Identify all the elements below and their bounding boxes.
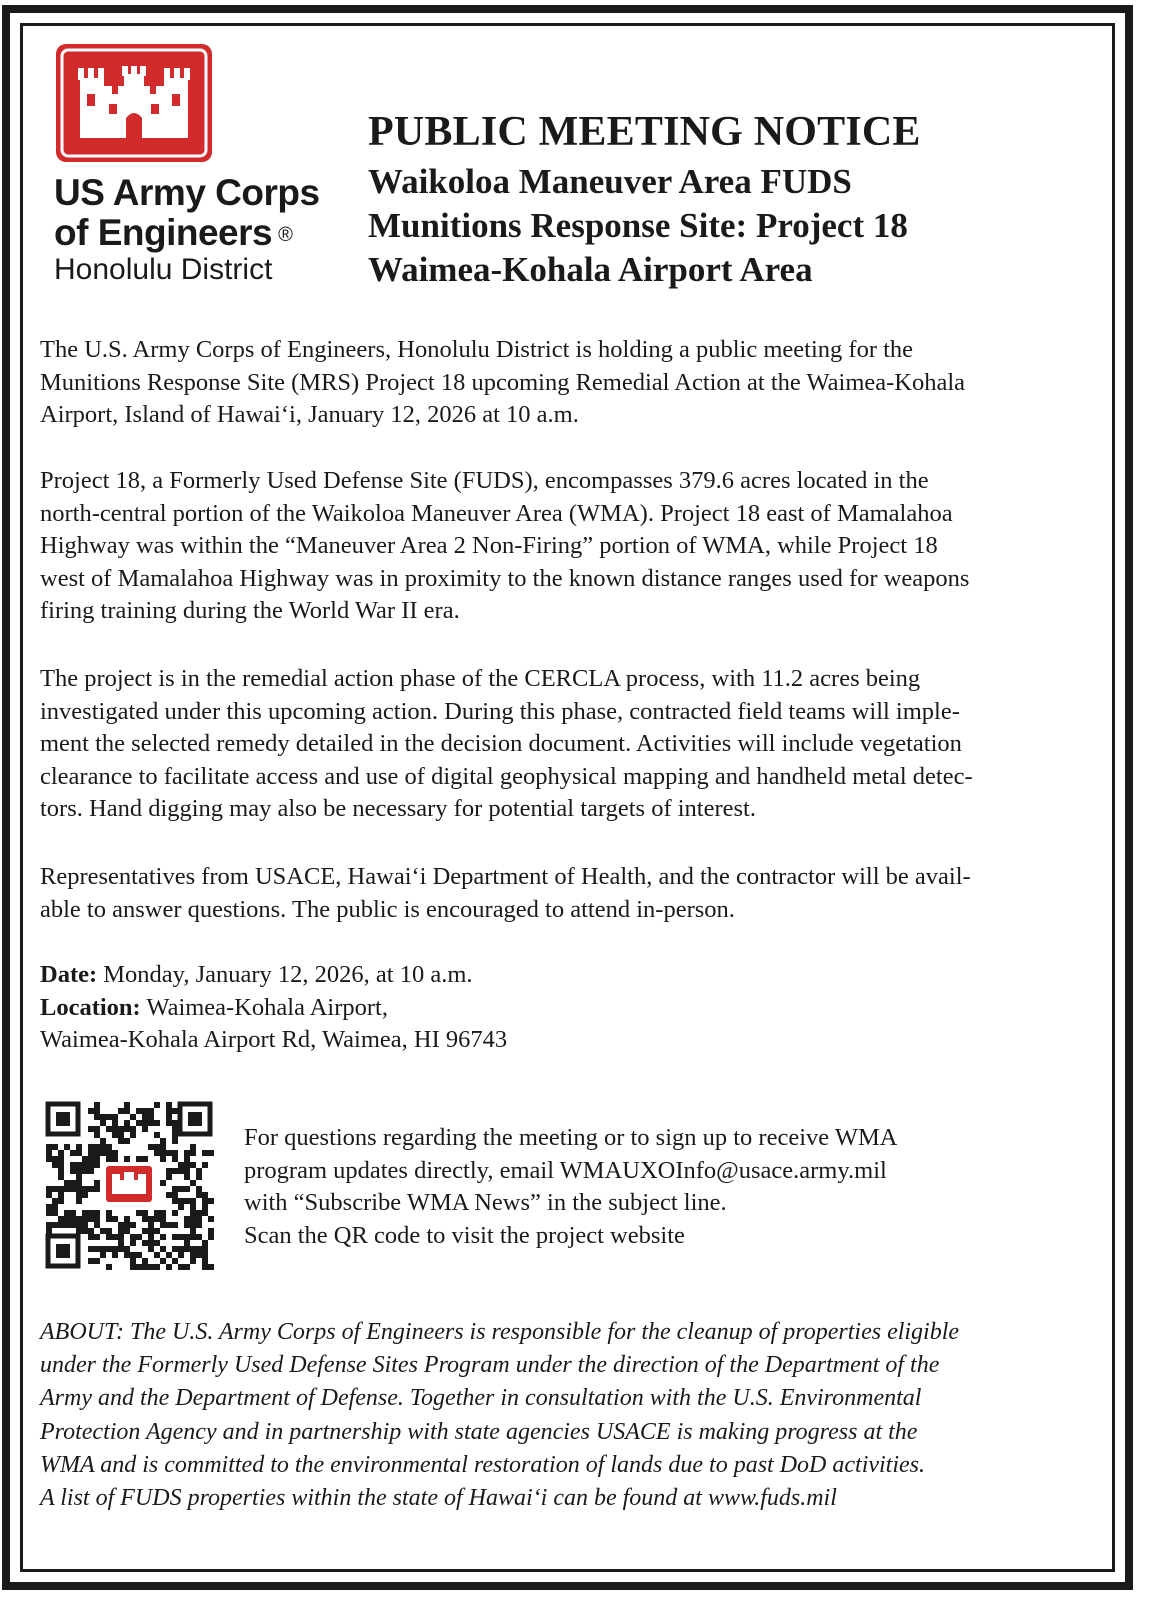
- paragraph-line: investigated under this upcoming action. During this phase, contracted field teams will imple-: [40, 697, 960, 725]
- about-line: under the Formerly Used Defense Sites Program under the direction of the Department of the: [40, 1352, 940, 1379]
- qr-code-icon[interactable]: [44, 1100, 214, 1270]
- paragraph-line: Representatives from USACE, Hawai‘i Department of Health, and the contractor will be avail-: [40, 863, 971, 890]
- paragraph-project-phase: [40, 663, 1090, 826]
- date-label: Date:: [40, 961, 98, 988]
- paragraph-line: north-central portion of the Waikoloa Maneuver Area (WMA). Project 18 east of Mamalahoa: [40, 499, 953, 527]
- contact-line: with “Subscribe WMA News” in the subject line.: [244, 1189, 727, 1216]
- contact-line: Scan the QR code to visit the project website: [244, 1221, 685, 1249]
- contact-info: [244, 1122, 897, 1252]
- date-value: Monday, January 12, 2026, at 10 a.m.: [103, 961, 473, 988]
- paragraph-line: The project is in the remedial action phase of the CERCLA process, with 11.2 acres being: [40, 665, 921, 692]
- paragraph-site-description: [40, 465, 1090, 628]
- about-line: ABOUT: The U.S. Army Corps of Engineers is responsible for the cleanup of properties eligible: [40, 1319, 960, 1345]
- paragraph-line: tors. Hand digging may also be necessary for potential targets of interest.: [40, 795, 756, 822]
- notice-subtitle-3: Waimea-Kohala Airport Area: [368, 250, 813, 289]
- paragraph-line: Project 18, a Formerly Used Defense Site (FUDS), encompasses 379.6 acres located in the: [40, 467, 929, 494]
- paragraph-line: clearance to facilitate access and use of digital geophysical mapping and handheld metal detec-: [40, 762, 973, 790]
- notice-subtitle-2: Munitions Response Site: Project 18: [368, 206, 908, 245]
- about-line: Army and the Department of Defense. Together in consultation with the U.S. Environmental: [40, 1385, 922, 1412]
- contact-line: program updates directly, email WMAUXOInfo@usace.army.mil: [244, 1156, 887, 1184]
- about-line: Protection Agency and in partnership with state agencies USACE is making progress at the: [40, 1418, 918, 1445]
- org-name-line1: US Army Corps: [54, 172, 320, 213]
- paragraph-line: Airport, Island of Hawai‘i, January 12, 2026 at 10 a.m.: [40, 401, 579, 428]
- paragraph-line: able to answer questions. The public is encouraged to attend in-person.: [40, 895, 735, 923]
- notice-subtitle-1: Waikoloa Maneuver Area FUDS: [368, 162, 852, 201]
- paragraph-intro: [40, 334, 1090, 432]
- location-value: Waimea-Kohala Airport,: [146, 993, 388, 1021]
- paragraph-line: Highway was within the “Maneuver Area 2 Non-Firing” portion of WMA, while Project 18: [40, 532, 938, 559]
- paragraph-line: ment the selected remedy detailed in the decision document. Activities will include vegetation: [40, 730, 962, 757]
- meeting-address: Waimea-Kohala Airport Rd, Waimea, HI 96743: [40, 1026, 508, 1053]
- paragraph-line: west of Mamalahoa Highway was in proximity to the known distance ranges used for weapons: [40, 564, 970, 592]
- castle-logo-icon: [56, 44, 212, 162]
- about-section: [40, 1316, 1095, 1515]
- org-name-line2: of Engineers ®: [54, 212, 293, 253]
- about-line: A list of FUDS properties within the state of Hawai‘i can be found at www.fuds.mil: [40, 1485, 837, 1512]
- meeting-details: [40, 959, 1090, 1057]
- org-district: Honolulu District: [54, 253, 273, 286]
- location-label: Location:: [40, 993, 141, 1021]
- registered-mark: ®: [278, 224, 293, 246]
- paragraph-line: Munitions Response Site (MRS) Project 18 upcoming Remedial Action at the Waimea-Kohala: [40, 368, 966, 396]
- contact-line: For questions regarding the meeting or to sign up to receive WMA: [244, 1124, 898, 1151]
- paragraph-representatives: [40, 861, 1090, 926]
- meeting-location: [40, 992, 1090, 1025]
- paragraph-line: firing training during the World War II era.: [40, 597, 460, 624]
- notice-title: PUBLIC MEETING NOTICE: [368, 109, 921, 155]
- paragraph-line: The U.S. Army Corps of Engineers, Honolulu District is holding a public meeting for the: [40, 336, 914, 363]
- meeting-date: [40, 959, 1090, 992]
- about-line: WMA and is committed to the environmental restoration of lands due to past DoD activities.: [40, 1451, 926, 1478]
